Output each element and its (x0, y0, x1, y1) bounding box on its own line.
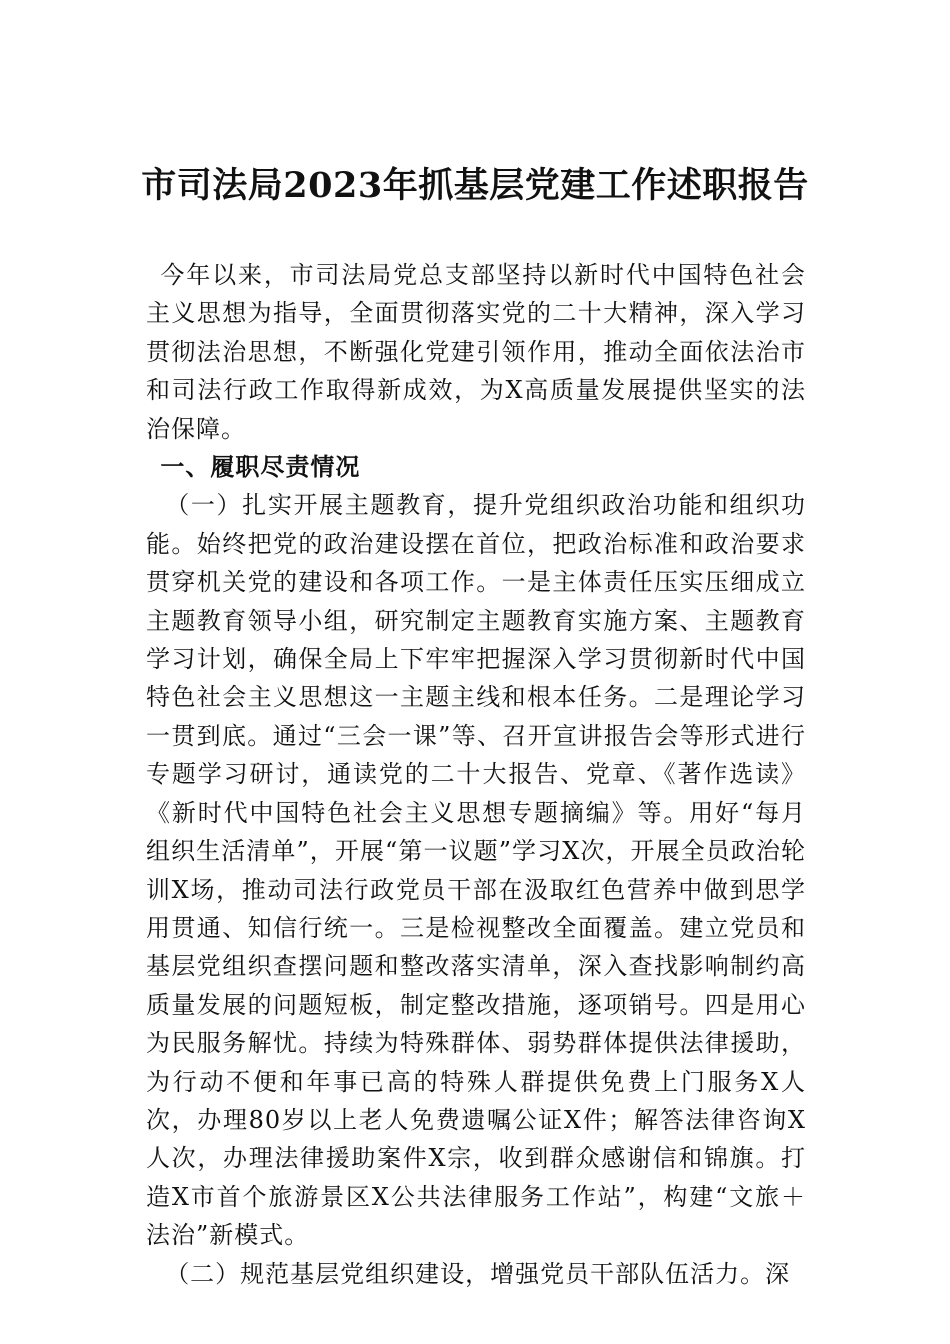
document-body (146, 256, 806, 1293)
document-title: 市司法局2023年抓基层党建工作述职报告 (141, 165, 809, 206)
item-paragraph-1: （一）扎实开展主题教育，提升党组织政治功能和组织功能。始终把党的政治建设摆在首位，把政治标准和政治要求贯穿机关党的建设和各项工作。一是主体责任压实压细成立主题教育领导小组，研究制定主题教育实施方案、主题教育学习计划，确保全局上下牢牢把握深入学习贯彻新时代中国特色社会主义思想这一主题主线和根本任务。二是理论学习一贯到底。通过“三会一课”等、召开宣讲报告会等形式进行专题学习研讨，通读党的二十大报告、党章、《著作选读》《新时代中国特色社会主义思想专题摘编》等。用好“每月组织生活清单”，开展“第一议题”学习X次，开展全员政治轮训X场，推动司法行政党员干部在汲取红色营养中做到思学用贯通、知信行统一。三是检视整改全面覆盖。建立党员和基层党组织查摆问题和整改落实清单，深入查找影响制约高质量发展的问题短板，制定整改措施，逐项销号。四是用心为民服务解忧。持续为特殊群体、弱势群体提供法律援助，为行动不便和年事已高的特殊人群提供免费上门服务X人次，办理80岁以上老人免费遗嘱公证X件；解答法律咨询X人次，办理法律援助案件X宗，收到群众感谢信和锦旗。打造X市首个旅游景区X公共法律服务工作站”，构建“文旅＋法治”新模式。 (146, 491, 806, 1250)
item-paragraph-2: （二）规范基层党组织建设，增强党员干部队伍活力。深 (165, 1259, 791, 1288)
intro-paragraph: 今年以来，市司法局党总支部坚持以新时代中国特色社会主义思想为指导，全面贯彻落实党的二十大精神，深入学习贯彻法治思想，不断强化党建引领作用，推动全面依法治市和司法行政工作取得新成效，为X高质量发展提供坚实的法治保障。 (146, 261, 806, 443)
section-heading: 一、履职尽责情况 (160, 452, 361, 482)
